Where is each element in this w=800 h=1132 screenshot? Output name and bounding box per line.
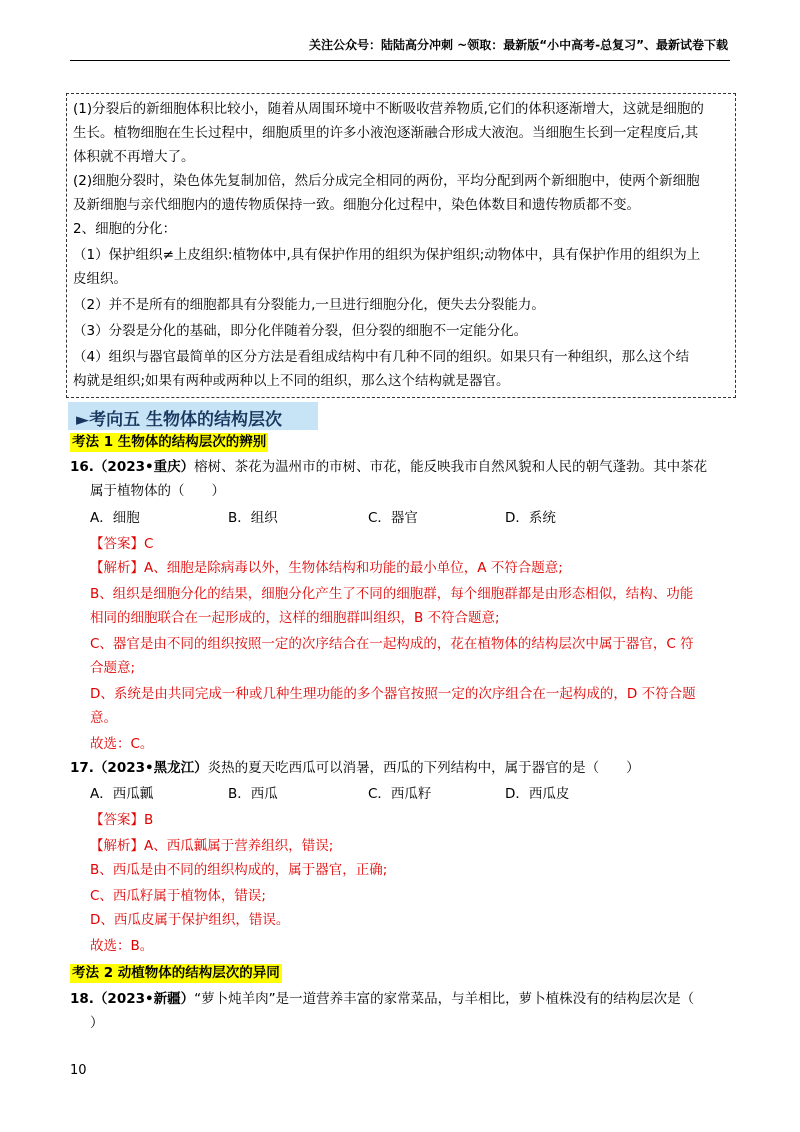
notes-line: （1）保护组织≠上皮组织:植物体中,具有保护作用的组织为保护组织;动物体中，具有保护作用的组织为上 (73, 247, 701, 263)
notes-box (66, 93, 736, 398)
notes-line: 构就是组织;如果有两种或两种以上不同的组织，那么这个结构就是器官。 (73, 373, 510, 389)
analysis-line: D、系统是由共同完成一种或几种生理功能的多个器官按照一定的次序组合在一起构成的，D 不符合题 (90, 686, 696, 702)
notes-line: 体积就不再增大了。 (73, 149, 195, 165)
answer: 【答案】C (90, 536, 154, 552)
analysis-line: 【解析】A、细胞是除病毒以外，生物体结构和功能的最小单位，A 不符合题意; (90, 560, 563, 576)
question-16 (70, 457, 707, 477)
notes-line: 皮组织。 (73, 271, 127, 287)
analysis-line: C、器官是由不同的组织按照一定的次序结合在一起构成的，花在植物体的结构层次中属于器官，C 符 (90, 636, 694, 652)
question-stem: 榕树、茶花为温州市的市树、市花，能反映我市自然风貌和人民的朝气蓬勃。其中茶花 (194, 459, 708, 475)
option-d: D．系统 (505, 510, 556, 526)
notes-line: （2）并不是所有的细胞都具有分裂能力,一旦进行细胞分化，便失去分裂能力。 (73, 297, 545, 313)
header-rule (70, 60, 730, 61)
analysis-line: D、西瓜皮属于保护组织，错误。 (90, 912, 290, 928)
method-label-1: 考法 1 生物体的结构层次的辨别 (72, 434, 267, 450)
analysis-line: B、西瓜是由不同的组织构成的，属于器官，正确; (90, 862, 388, 878)
option-a: A．细胞 (90, 510, 140, 526)
option-a: A．西瓜瓤 (90, 786, 154, 802)
question-stem-cont: ） (90, 1015, 104, 1031)
notes-line: 2、细胞的分化： (73, 221, 177, 237)
question-17 (70, 758, 640, 778)
notes-line: (1)分裂后的新细胞体积比较小，随着从周围环境中不断吸收营养物质,它们的体积逐渐增大，这就是细胞的 (73, 101, 704, 117)
analysis-line: 合题意; (90, 660, 136, 676)
answer: 【答案】B (90, 812, 154, 828)
option-d: D．西瓜皮 (505, 786, 570, 802)
analysis-line: 【解析】A、西瓜瓤属于营养组织，错误; (90, 838, 334, 854)
notes-line: 及新细胞与亲代细胞内的遗传物质保持一致。细胞分化过程中，染色体数目和遗传物质都不变。 (73, 197, 640, 213)
choice: 故选：C。 (90, 736, 154, 752)
page-header: 关注公众号：陆陆高分冲刺 ~领取：最新版“小中高考-总复习”、最新试卷下载 (309, 38, 728, 52)
question-number: 18. (70, 991, 94, 1007)
question-source: （2023•新疆） (93, 991, 195, 1007)
notes-line: 生长。植物细胞在生长过程中，细胞质里的许多小液泡逐渐融合形成大液泡。当细胞生长到一定程度后,其 (73, 125, 699, 141)
question-source: （2023•重庆） (93, 459, 195, 475)
notes-line: （3）分裂是分化的基础，即分化伴随着分裂，但分裂的细胞不一定能分化。 (73, 323, 528, 339)
question-stem: 炎热的夏天吃西瓜可以消暑，西瓜的下列结构中，属于器官的是（ ） (207, 760, 640, 776)
option-b: B．西瓜 (228, 786, 278, 802)
method-label-2: 考法 2 动植物体的结构层次的异同 (72, 965, 280, 981)
analysis-line: B、组织是细胞分化的结果，细胞分化产生了不同的细胞群，每个细胞群都是由形态相似，结构、功能 (90, 586, 694, 602)
analysis-line: 相同的细胞联合在一起形成的，这样的细胞群叫组织，B 不符合题意; (90, 610, 500, 626)
analysis-line: C、西瓜籽属于植物体，错误; (90, 888, 266, 904)
option-c: C．西瓜籽 (368, 786, 432, 802)
notes-line: （4）组织与器官最简单的区分方法是看组成结构中有几种不同的组织。如果只有一种组织，那么这个结 (73, 349, 690, 365)
question-18 (70, 989, 694, 1009)
choice: 故选：B。 (90, 938, 154, 954)
question-source: （2023•黑龙江） (93, 760, 208, 776)
page-number: 10 (70, 1063, 87, 1078)
notes-line: (2)细胞分裂时，染色体先复制加倍，然后分成完全相同的两份，平均分配到两个新细胞中，使两个新细胞 (73, 173, 700, 189)
option-b: B．组织 (228, 510, 278, 526)
analysis-line: 意。 (90, 710, 117, 726)
question-number: 17. (70, 760, 94, 776)
question-number: 16. (70, 459, 94, 475)
question-stem: “萝卜炖羊肉”是一道营养丰富的家常菜品，与羊相比，萝卜植株没有的结构层次是（ (194, 991, 695, 1007)
option-c: C．器官 (368, 510, 418, 526)
section-heading (68, 402, 318, 430)
section-title: ►考向五 生物体的结构层次 (76, 410, 282, 430)
question-stem-cont: 属于植物体的（ ） (90, 483, 225, 499)
